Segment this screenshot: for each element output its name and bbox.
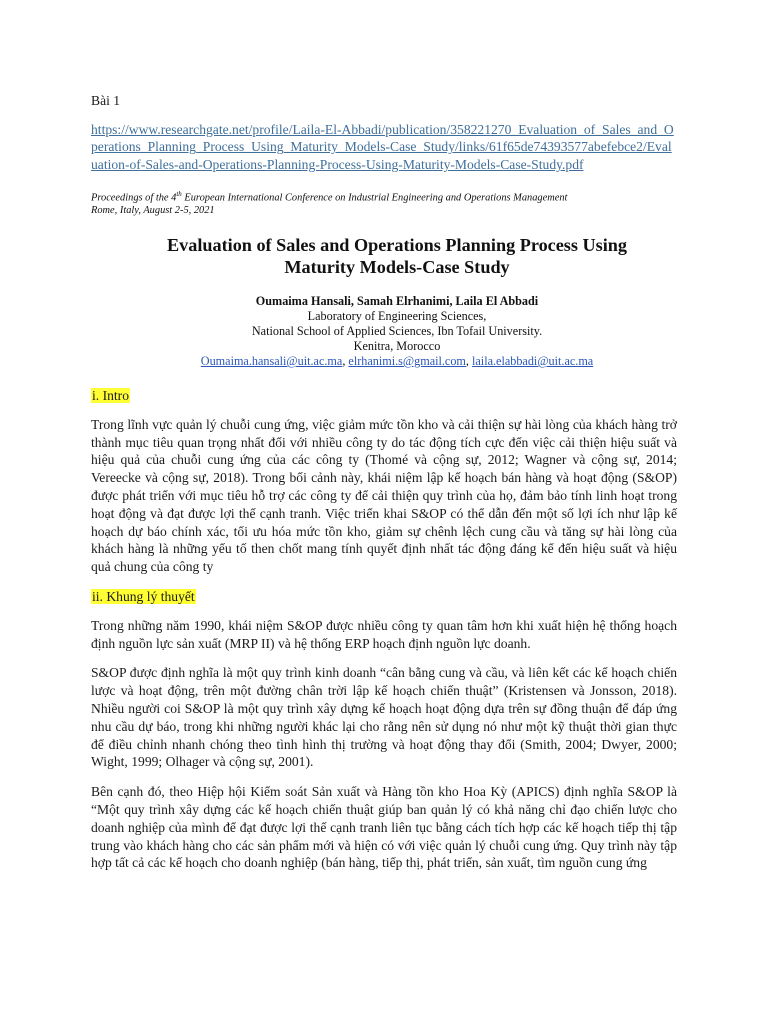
- affiliation-line3: Kenitra, Morocco: [353, 339, 441, 354]
- intro-heading: [91, 387, 677, 405]
- email-separator: ,: [465, 354, 473, 369]
- email-link-2[interactable]: elrhanimi.s@gmail.com: [348, 354, 466, 369]
- proceedings-line: [91, 188, 677, 204]
- paper-url-link[interactable]: https://www.researchgate.net/profile/Laila-El-Abbadi/publication/358221270_Evaluation_of_Sales_and_Operations_Planning_Process_Using_Maturity_Models-Case_Study/links/61f65de74393577abefebce2/Evaluation-of-Sales-and-Operations-Planning-Process-Using-Maturity-Models-Case-Study.pdf: [91, 121, 674, 172]
- theory-heading-text: ii. Khung lý thuyết: [92, 589, 195, 605]
- paper-title: [91, 235, 677, 278]
- paper-title-line1: Evaluation of Sales and Operations Planning Process Using: [167, 235, 627, 256]
- paper-header-image: [91, 188, 677, 369]
- doc-label: Bài 1: [91, 93, 121, 108]
- proceedings-text: Proceedings of the 4: [91, 192, 177, 204]
- email-link-3[interactable]: laila.elabbadi@uit.ac.ma: [472, 354, 594, 369]
- theory-paragraph-1: Trong những năm 1990, khái niệm S&OP được nhiều công ty quan tâm hơn khi xuất hiện hệ thống hoạch định nguồn lực sản xuất (MRP II) và hệ thống ERP hoạch định nguồn lực doanh.: [91, 617, 677, 651]
- intro-heading-text: i. Intro: [92, 388, 129, 404]
- author-emails: [91, 354, 677, 369]
- affiliation-line2: National School of Applied Sciences, Ibn Tofail University.: [251, 324, 543, 339]
- proceedings-text-rest: European International Conference on Industrial Engineering and Operations Management: [181, 192, 568, 204]
- theory-paragraph-3: Bên cạnh đó, theo Hiệp hội Kiểm soát Sản xuất và Hàng tồn kho Hoa Kỳ (APICS) định nghĩa S&OP là “Một quy trình xây dựng các kế hoạch chiến thuật giúp ban quản lý có khả năng chỉ đạo chiến lược cho doanh nghiệp của mình để đạt được lợi thế cạnh tranh liên tục bằng cách tích hợp các kế hoạch tiếp thị tập trung vào khách hàng cho các sản phẩm mới và hiện có với việc quản lý chuỗi cung ứng. Quy trình này tập hợp tất cả các kế hoạch cho doanh nghiệp (bán hàng, tiếp thị, phát triển, sản xuất, tìm nguồn cung ứng: [91, 784, 677, 871]
- email-separator: ,: [342, 354, 349, 369]
- proceedings-sup: th: [176, 189, 182, 198]
- intro-paragraph: Trong lĩnh vực quản lý chuỗi cung ứng, việc giảm mức tồn kho và cải thiện sự hài lòng của khách hàng trở thành mục tiêu quan trọng nhất đối với nhiều công ty do tác động tích cực đến việc cải thiện hiệu suất và hiệu quả của chuỗi cung ứng của các công ty (Thomé và cộng sự, 2012; Wagner và cộng sự, 2014; Vereecke và cộng sự, 2018). Trong bối cảnh này, khái niệm lập kế hoạch bán hàng và hoạt động (S&OP) được phát triển với mục tiêu hỗ trợ các công ty để cải thiện quy trình của họ, đảm bảo tính linh hoạt trong hoạt động và đạt được lợi thế cạnh tranh. Việc triển khai S&OP có thể dẫn đến một số lợi ích như lập kế hoạch dự báo chính xác, tối ưu hóa mức tồn kho, giảm sự chênh lệch cung cầu và tăng sự hài lòng của khách hàng là những yếu tố then chốt mang tính quyết định nhất tác động đáng kể đến hiệu suất và hiệu quả chung của công ty: [91, 416, 677, 575]
- paper-authors: Oumaima Hansali, Samah Elrhanimi, Laila El Abbadi: [255, 294, 539, 309]
- theory-heading: [91, 588, 677, 606]
- email-link-1[interactable]: Oumaima.hansali@uit.ac.ma: [200, 354, 343, 369]
- document-body: [91, 92, 677, 884]
- affiliation-line1: Laboratory of Engineering Sciences,: [307, 309, 487, 324]
- theory-paragraph-2: S&OP được định nghĩa là một quy trình kinh doanh “cân bằng cung và cầu, và liên kết các kế hoạch chiến lược và hoạt động, trên một đường chân trời lập kế hoạch chiến thuật” (Kristensen và Jonsson, 2018). Nhiều người coi S&OP là một quy trình xây dựng kế hoạch hoạt động dựa trên sự đồng thuận để đáp ứng nhu cầu dự báo, trong khi những người khác lại cho rằng nên sử dụng nó như một kỹ thuật thời gian thực để điều chỉnh nhanh chóng theo tình hình thị trường và hoạt động thay đổi (Smith, 2004; Dwyer, 2000; Wight, 1999; Olhager và cộng sự, 2001).: [91, 665, 677, 770]
- paper-title-line2: Maturity Models-Case Study: [284, 256, 510, 277]
- conference-location: Rome, Italy, August 2-5, 2021: [91, 205, 215, 217]
